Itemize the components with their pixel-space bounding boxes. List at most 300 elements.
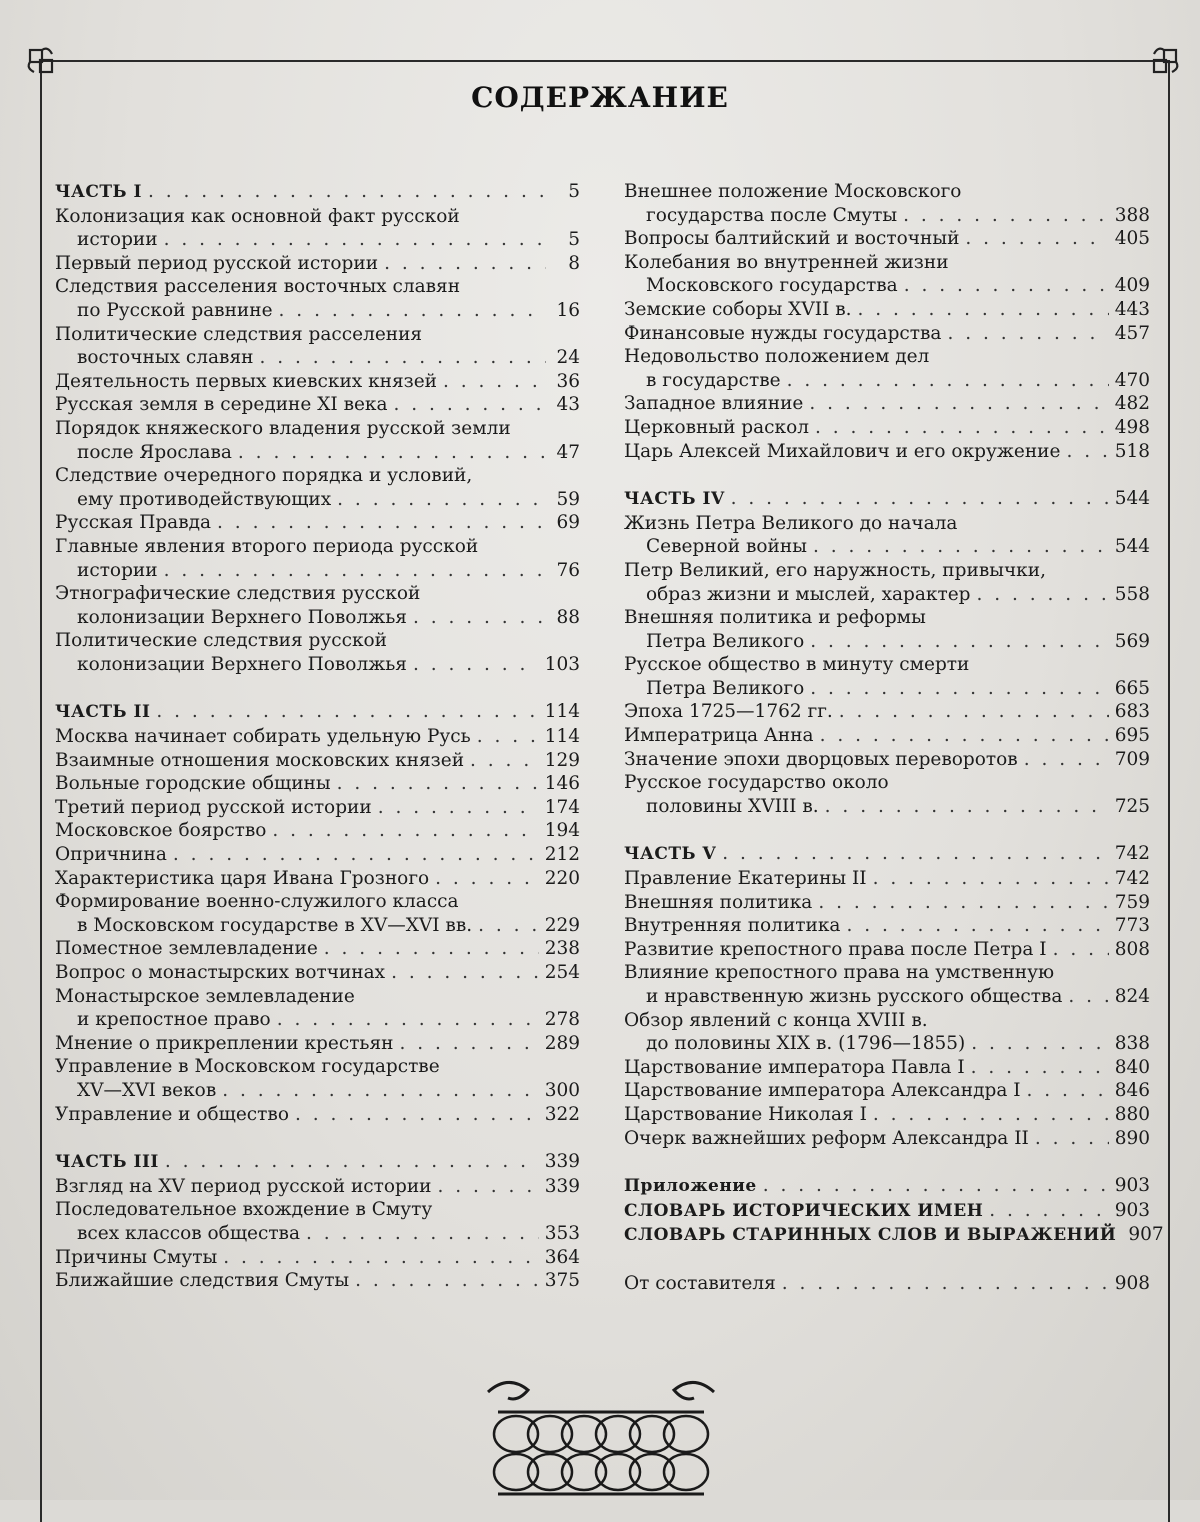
toc-entry-title: Петр Великий, его наружность, привычки, xyxy=(624,559,1046,581)
toc-page-number: 114 xyxy=(544,701,580,723)
toc-entry[interactable] xyxy=(624,227,1150,251)
toc-page-number: 683 xyxy=(1114,701,1150,723)
toc-entry[interactable] xyxy=(624,1103,1150,1127)
toc-entry[interactable] xyxy=(624,416,1150,440)
toc-entry-title: ЧАСТЬ II xyxy=(55,702,151,723)
toc-page-number: 903 xyxy=(1114,1199,1150,1221)
dot-leader xyxy=(810,630,1108,654)
toc-entry[interactable] xyxy=(55,393,580,417)
toc-right-column xyxy=(624,180,1164,1296)
dot-leader xyxy=(413,606,546,630)
toc-page-number: 146 xyxy=(544,773,580,795)
toc-page-number: 174 xyxy=(544,796,580,818)
toc-entry[interactable] xyxy=(55,819,580,843)
dot-leader xyxy=(413,653,539,677)
toc-entry[interactable] xyxy=(624,512,1150,559)
toc-page-number: 59 xyxy=(556,488,580,510)
toc-entry-title: в Московском государстве в XV—XVI вв. xyxy=(77,914,473,936)
dot-leader xyxy=(989,1199,1108,1223)
toc-entry[interactable] xyxy=(55,725,580,749)
toc-entry[interactable] xyxy=(55,464,580,511)
toc-entry-title: колонизации Верхнего Поволжья xyxy=(77,653,407,675)
toc-entry-title: Вопрос о монастырских вотчинах xyxy=(55,962,386,983)
toc-entry[interactable] xyxy=(624,724,1150,748)
dot-leader xyxy=(820,724,1109,748)
dot-leader xyxy=(164,559,546,583)
knot-loop xyxy=(630,1416,674,1452)
toc-entry-title: Управление и общество xyxy=(55,1103,289,1125)
toc-entry[interactable] xyxy=(55,1269,580,1293)
toc-entry[interactable] xyxy=(624,392,1150,416)
toc-entry[interactable] xyxy=(55,417,580,464)
toc-entry-title: Опричнина xyxy=(55,844,167,866)
toc-entry-title: Первый период русской истории xyxy=(55,252,379,274)
toc-entry[interactable] xyxy=(624,1056,1150,1080)
toc-entry-title: Русское общество в минуту смерти xyxy=(624,654,970,676)
knot-loop xyxy=(494,1416,538,1452)
toc-entry-title: истории xyxy=(77,229,158,251)
dot-leader xyxy=(394,393,546,417)
toc-page-number: 300 xyxy=(544,1079,580,1101)
dot-leader xyxy=(355,1269,539,1293)
dot-leader xyxy=(470,749,539,773)
dot-leader xyxy=(279,299,546,323)
toc-section-heading[interactable] xyxy=(55,1150,580,1175)
toc-entry-title: Порядок княжеского владения русской земли xyxy=(55,417,511,439)
toc-page-number: 709 xyxy=(1114,748,1150,770)
toc-entry[interactable] xyxy=(624,1009,1150,1056)
toc-section-heading[interactable] xyxy=(55,700,580,725)
toc-section-heading[interactable] xyxy=(624,842,1150,867)
toc-entry-title: Внешнее положение Московского xyxy=(624,181,962,202)
toc-entry-title: Главные явления второго периода русской xyxy=(55,535,479,557)
toc-section-heading[interactable] xyxy=(624,1174,1150,1199)
toc-page-number: 840 xyxy=(1114,1056,1150,1078)
toc-entry-title: Царь Алексей Михайлович и его окружение xyxy=(624,440,1061,462)
dot-leader xyxy=(1068,985,1108,1009)
dot-leader xyxy=(903,204,1109,228)
toc-entry-title: Поместное землевладение xyxy=(55,938,318,960)
dot-leader xyxy=(763,1174,1109,1198)
toc-entry-title: Колебания во внутренней жизни xyxy=(624,251,949,273)
toc-entry[interactable] xyxy=(624,748,1150,772)
toc-entry[interactable] xyxy=(55,275,580,322)
toc-entry[interactable] xyxy=(624,771,1150,818)
toc-entry-title: XV—XVI веков xyxy=(77,1079,217,1101)
dot-leader xyxy=(1066,440,1108,464)
dot-leader xyxy=(810,677,1108,701)
knot-loop xyxy=(664,1454,708,1490)
toc-entry-title: истории xyxy=(77,559,158,581)
toc-entry-title: Финансовые нужды государства xyxy=(624,322,942,344)
dot-leader xyxy=(478,914,539,938)
dot-leader xyxy=(165,1150,539,1174)
toc-page-number: 339 xyxy=(544,1151,580,1173)
toc-entry[interactable] xyxy=(624,322,1150,346)
dot-leader xyxy=(787,369,1109,393)
dot-leader xyxy=(825,795,1109,819)
toc-entry-title: Взгляд на XV период русской истории xyxy=(55,1175,432,1197)
toc-page-number: 364 xyxy=(544,1246,580,1268)
toc-page-number: 388 xyxy=(1114,204,1150,226)
toc-page-number: 907 xyxy=(1128,1224,1164,1246)
toc-page-number: 322 xyxy=(544,1103,580,1125)
toc-entry-title: Деятельность первых киевских князей xyxy=(55,370,438,392)
toc-page-number: 76 xyxy=(556,559,580,581)
toc-page-number: 742 xyxy=(1114,843,1150,865)
dot-leader xyxy=(295,1103,539,1127)
dot-leader xyxy=(731,487,1109,511)
toc-entry-title: половины XVIII в. xyxy=(646,795,819,817)
toc-page-number: 569 xyxy=(1114,630,1150,652)
toc-page-number: 544 xyxy=(1114,488,1150,510)
toc-entry[interactable] xyxy=(624,440,1150,464)
dot-leader xyxy=(965,227,1108,251)
dot-leader xyxy=(384,252,546,276)
toc-page-number: 24 xyxy=(556,347,580,369)
toc-entry-title: Причины Смуты xyxy=(55,1246,218,1268)
toc-entry-title: Очерк важнейших реформ Александра II xyxy=(624,1127,1029,1149)
toc-page-number: 43 xyxy=(556,394,580,416)
dot-leader xyxy=(378,796,539,820)
toc-entry-title: Москва начинает собирать удельную Русь xyxy=(55,726,471,748)
toc-page-number: 443 xyxy=(1114,298,1150,320)
toc-entry-title: по Русской равнине xyxy=(77,299,273,321)
dot-leader xyxy=(443,370,546,394)
knot-loop xyxy=(630,1454,674,1490)
toc-entry-title: Внешняя политика xyxy=(624,891,813,913)
dot-leader xyxy=(873,867,1109,891)
toc-entry-title: ЧАСТЬ IV xyxy=(624,489,725,510)
toc-entry-title: государства после Смуты xyxy=(646,204,898,226)
toc-entry[interactable] xyxy=(55,511,580,535)
toc-entry[interactable] xyxy=(624,606,1150,653)
toc-entry[interactable] xyxy=(55,1198,580,1245)
knot-loop xyxy=(596,1416,640,1452)
toc-section-heading[interactable] xyxy=(624,1199,1150,1224)
celtic-knot-ornament xyxy=(478,1372,724,1500)
toc-page-number: 5 xyxy=(568,181,580,202)
section-gap xyxy=(624,463,1150,487)
toc-entry[interactable] xyxy=(55,323,580,370)
toc-entry[interactable] xyxy=(55,749,580,773)
toc-entry-title: Внешняя политика и реформы xyxy=(624,607,926,629)
toc-entry[interactable] xyxy=(624,1127,1150,1151)
toc-entry-title: Развитие крепостного права после Петра I xyxy=(624,938,1047,960)
toc-entry[interactable] xyxy=(624,653,1150,700)
toc-entry-title: Ближайшие следствия Смуты xyxy=(55,1270,350,1292)
toc-entry[interactable] xyxy=(55,937,580,961)
toc-entry-title: после Ярослава xyxy=(77,441,232,463)
dot-leader xyxy=(809,392,1108,416)
toc-entry-title: Третий период русской истории xyxy=(55,796,372,818)
section-gap xyxy=(624,1248,1150,1272)
toc-page-number: 908 xyxy=(1114,1272,1150,1294)
toc-entry-title: ЧАСТЬ III xyxy=(55,1152,159,1173)
page-title: содержание xyxy=(471,70,729,117)
toc-page-number: 238 xyxy=(544,938,580,960)
toc-page-number: 69 xyxy=(556,512,580,534)
toc-entry-title: восточных славян xyxy=(77,347,254,369)
toc-entry-title: СЛОВАРЬ СТАРИННЫХ СЛОВ И ВЫРАЖЕНИЙ xyxy=(624,1225,1117,1246)
toc-entry-title: Русская Правда xyxy=(55,512,212,534)
knot-loop xyxy=(528,1416,572,1452)
toc-entry-title: Церковный раскол xyxy=(624,416,809,438)
knot-loop xyxy=(528,1454,572,1490)
dot-leader xyxy=(477,725,539,749)
toc-page-number: 16 xyxy=(556,299,580,321)
toc-entry-title: Вольные городские общины xyxy=(55,773,331,795)
dot-leader xyxy=(971,1056,1109,1080)
toc-entry-title: ЧАСТЬ I xyxy=(55,182,142,202)
toc-entry-title: Монастырское землевладение xyxy=(55,985,355,1007)
toc-entry-title: Земские соборы XVII в. xyxy=(624,298,852,320)
section-gap xyxy=(55,1126,580,1150)
toc-page-number: 88 xyxy=(556,606,580,628)
toc-entry-title: Взаимные отношения московских князей xyxy=(55,749,465,771)
dot-leader xyxy=(164,228,546,252)
toc-entry[interactable] xyxy=(624,938,1150,962)
dot-leader xyxy=(818,891,1108,915)
toc-page-number: 695 xyxy=(1114,725,1150,747)
section-gap xyxy=(55,676,580,700)
toc-entry[interactable] xyxy=(55,1032,580,1056)
toc-entry[interactable] xyxy=(55,252,580,276)
toc-entry[interactable] xyxy=(55,772,580,796)
toc-entry[interactable] xyxy=(55,582,580,629)
toc-page-number: 114 xyxy=(544,726,580,748)
toc-page-number: 903 xyxy=(1114,1175,1150,1197)
toc-entry[interactable] xyxy=(55,370,580,394)
toc-entry[interactable] xyxy=(624,1079,1150,1103)
toc-entry-title: Петра Великого xyxy=(646,677,805,699)
knot-loop xyxy=(562,1454,606,1490)
dot-leader xyxy=(971,1032,1108,1056)
dot-leader xyxy=(813,535,1109,559)
toc-entry[interactable] xyxy=(55,985,580,1032)
knot-loop xyxy=(596,1454,640,1490)
toc-page-number: 129 xyxy=(544,749,580,771)
toc-page-number: 254 xyxy=(544,962,580,983)
dot-leader xyxy=(156,700,538,724)
toc-entry-title: ЧАСТЬ V xyxy=(624,844,717,865)
toc-entry[interactable] xyxy=(624,298,1150,322)
toc-entry-title: Управление в Московском государстве xyxy=(55,1056,440,1078)
dot-leader xyxy=(947,322,1108,346)
toc-page-number: 375 xyxy=(544,1270,580,1292)
dot-leader xyxy=(272,819,538,843)
toc-entry-title: СЛОВАРЬ ИСТОРИЧЕСКИХ ИМЕН xyxy=(624,1200,984,1221)
toc-entry-title: Внутренняя политика xyxy=(624,915,841,937)
toc-section-heading[interactable] xyxy=(624,1223,1164,1248)
dot-leader xyxy=(337,772,539,796)
toc-entry[interactable] xyxy=(624,251,1150,298)
toc-left-column xyxy=(55,180,580,1293)
toc-entry-title: Жизнь Петра Великого до начала xyxy=(624,512,958,534)
dot-leader xyxy=(400,1032,539,1056)
toc-entry-title: Царствование императора Александра I xyxy=(624,1080,1021,1102)
toc-section-heading[interactable] xyxy=(55,180,580,205)
dot-leader xyxy=(846,914,1108,938)
toc-page-number: 457 xyxy=(1114,322,1150,344)
toc-entry-title: Значение эпохи дворцовых переворотов xyxy=(624,748,1018,770)
toc-page-number: 742 xyxy=(1114,868,1150,890)
toc-page-number: 558 xyxy=(1114,583,1150,605)
toc-page-number: 824 xyxy=(1114,986,1150,1007)
toc-entry-title: Этнографические следствия русской xyxy=(55,583,421,605)
toc-entry-title: до половины XIX в. (1796—1855) xyxy=(646,1033,966,1055)
dot-leader xyxy=(223,1246,538,1270)
toc-page-number: 846 xyxy=(1114,1080,1150,1102)
toc-page-number: 194 xyxy=(544,820,580,842)
dot-leader xyxy=(1053,938,1109,962)
toc-entry-title: Следствие очередного порядка и условий, xyxy=(55,465,473,487)
toc-entry-title: Императрица Анна xyxy=(624,725,814,747)
toc-entry[interactable] xyxy=(55,843,580,867)
toc-page-number: 544 xyxy=(1114,536,1150,558)
toc-entry-title: Западное влияние xyxy=(624,393,804,415)
toc-entry-title: ему противодействующих xyxy=(77,488,332,510)
toc-page-number: 890 xyxy=(1114,1127,1150,1149)
toc-page-number: 470 xyxy=(1114,369,1150,391)
toc-entry[interactable] xyxy=(55,890,580,937)
toc-entry-title: Влияние крепостного права на умственную xyxy=(624,962,1055,984)
toc-entry-title: Петра Великого xyxy=(646,630,805,652)
toc-entry-title: Эпоха 1725—1762 гг. xyxy=(624,701,833,723)
toc-page-number: 518 xyxy=(1114,440,1150,462)
toc-entry-title: Политические следствия расселения xyxy=(55,323,423,345)
toc-page-number: 289 xyxy=(544,1032,580,1054)
dot-leader xyxy=(217,511,546,535)
toc-page-number: 212 xyxy=(544,844,580,866)
toc-entry[interactable] xyxy=(55,1055,580,1102)
toc-entry[interactable] xyxy=(55,1103,580,1127)
toc-entry-title: Царствование императора Павла I xyxy=(624,1056,965,1078)
dot-leader xyxy=(904,274,1109,298)
toc-entry[interactable] xyxy=(624,700,1150,724)
dot-leader xyxy=(839,700,1109,724)
toc-page-number: 8 xyxy=(568,252,580,274)
toc-entry[interactable] xyxy=(55,1246,580,1270)
toc-entry[interactable] xyxy=(55,867,580,891)
toc-entry[interactable] xyxy=(55,535,580,582)
toc-entry-title: Приложение xyxy=(624,1176,757,1197)
toc-entry-title: Северной войны xyxy=(646,536,807,558)
toc-page-number: 838 xyxy=(1114,1033,1150,1055)
dot-leader xyxy=(1027,1079,1109,1103)
toc-page-number: 339 xyxy=(544,1175,580,1197)
toc-entry[interactable] xyxy=(624,559,1150,606)
dot-leader xyxy=(1024,748,1109,772)
dot-leader xyxy=(873,1103,1109,1127)
toc-section-heading[interactable] xyxy=(624,487,1150,512)
toc-entry[interactable] xyxy=(55,796,580,820)
toc-entry[interactable] xyxy=(624,1272,1150,1296)
dot-leader xyxy=(222,1079,538,1103)
toc-entry[interactable] xyxy=(55,205,580,252)
toc-entry-title: Русское государство около xyxy=(624,772,889,794)
dot-leader xyxy=(438,1175,539,1199)
toc-page-number: 665 xyxy=(1114,677,1150,699)
dot-leader xyxy=(1035,1127,1109,1151)
toc-entry-title: Московское боярство xyxy=(55,820,267,842)
toc-entry-title: и нравственную жизнь русского общества xyxy=(646,986,1063,1007)
toc-entry[interactable] xyxy=(624,891,1150,915)
toc-page-number: 880 xyxy=(1114,1103,1150,1125)
section-gap xyxy=(624,1150,1150,1174)
toc-page-number: 409 xyxy=(1114,275,1150,297)
dot-leader xyxy=(306,1222,539,1246)
toc-entry[interactable] xyxy=(55,1175,580,1199)
toc-page-number: 498 xyxy=(1114,416,1150,438)
dot-leader xyxy=(259,346,546,370)
toc-entry-title: Политические следствия русской xyxy=(55,630,388,652)
toc-entry[interactable] xyxy=(624,914,1150,938)
knot-loop xyxy=(494,1454,538,1490)
dot-leader xyxy=(782,1272,1109,1296)
toc-page-number: 405 xyxy=(1114,228,1150,250)
toc-entry-title: Русская земля в середине XI века xyxy=(55,394,388,416)
toc-entry-title: Московского государства xyxy=(646,275,898,297)
dot-leader xyxy=(238,441,546,465)
toc-page-number: 103 xyxy=(544,653,580,675)
toc-page-number: 725 xyxy=(1114,795,1150,817)
toc-page-number: 808 xyxy=(1114,938,1150,960)
toc-entry[interactable] xyxy=(55,629,580,676)
toc-entry[interactable] xyxy=(55,961,580,985)
dot-leader xyxy=(977,583,1109,607)
toc-entry-title: Последовательное вхождение в Смуту xyxy=(55,1199,433,1221)
toc-page-number: 36 xyxy=(556,370,580,392)
dot-leader xyxy=(722,842,1109,866)
toc-entry-title: образ жизни и мыслей, характер xyxy=(646,583,971,605)
toc-entry-title: Колонизация как основной факт русской xyxy=(55,205,460,227)
toc-page-number: 773 xyxy=(1114,915,1150,937)
toc-entry-title: Царствование Николая I xyxy=(624,1103,867,1125)
toc-entry-title: в государстве xyxy=(646,369,781,391)
toc-entry[interactable] xyxy=(624,867,1150,891)
toc-entry-title: и крепостное право xyxy=(77,1009,271,1031)
toc-entry-title: Вопросы балтийский и восточный xyxy=(624,228,960,250)
dot-leader xyxy=(435,867,539,891)
dot-leader xyxy=(815,416,1109,440)
toc-entry-title: Недовольство положением дел xyxy=(624,346,930,368)
toc-entry-title: Характеристика царя Ивана Грозного xyxy=(55,867,430,889)
knot-loop xyxy=(664,1416,708,1452)
dot-leader xyxy=(277,1008,539,1032)
toc-entry-title: Формирование военно-служилого класса xyxy=(55,891,459,913)
section-gap xyxy=(624,818,1150,842)
toc-entry[interactable] xyxy=(624,345,1150,392)
toc-entry-title: колонизации Верхнего Поволжья xyxy=(77,606,407,628)
toc-entry-title: всех классов общества xyxy=(77,1222,301,1244)
toc-page-number: 220 xyxy=(544,867,580,889)
dot-leader xyxy=(148,180,546,204)
dot-leader xyxy=(324,937,539,961)
knot-loop xyxy=(562,1416,606,1452)
toc-entry-title: Мнение о прикреплении крестьян xyxy=(55,1032,394,1054)
toc-entry[interactable] xyxy=(624,180,1150,227)
toc-entry-title: Правление Екатерины II xyxy=(624,868,867,890)
toc-entry[interactable] xyxy=(624,961,1150,1008)
toc-page-number: 482 xyxy=(1114,393,1150,415)
toc-entry-title: Следствия расселения восточных славян xyxy=(55,276,461,298)
dot-leader xyxy=(173,843,539,867)
toc-page-number: 47 xyxy=(556,441,580,463)
dot-leader xyxy=(337,488,546,512)
toc-page-number: 278 xyxy=(544,1009,580,1031)
dot-leader xyxy=(391,961,539,985)
